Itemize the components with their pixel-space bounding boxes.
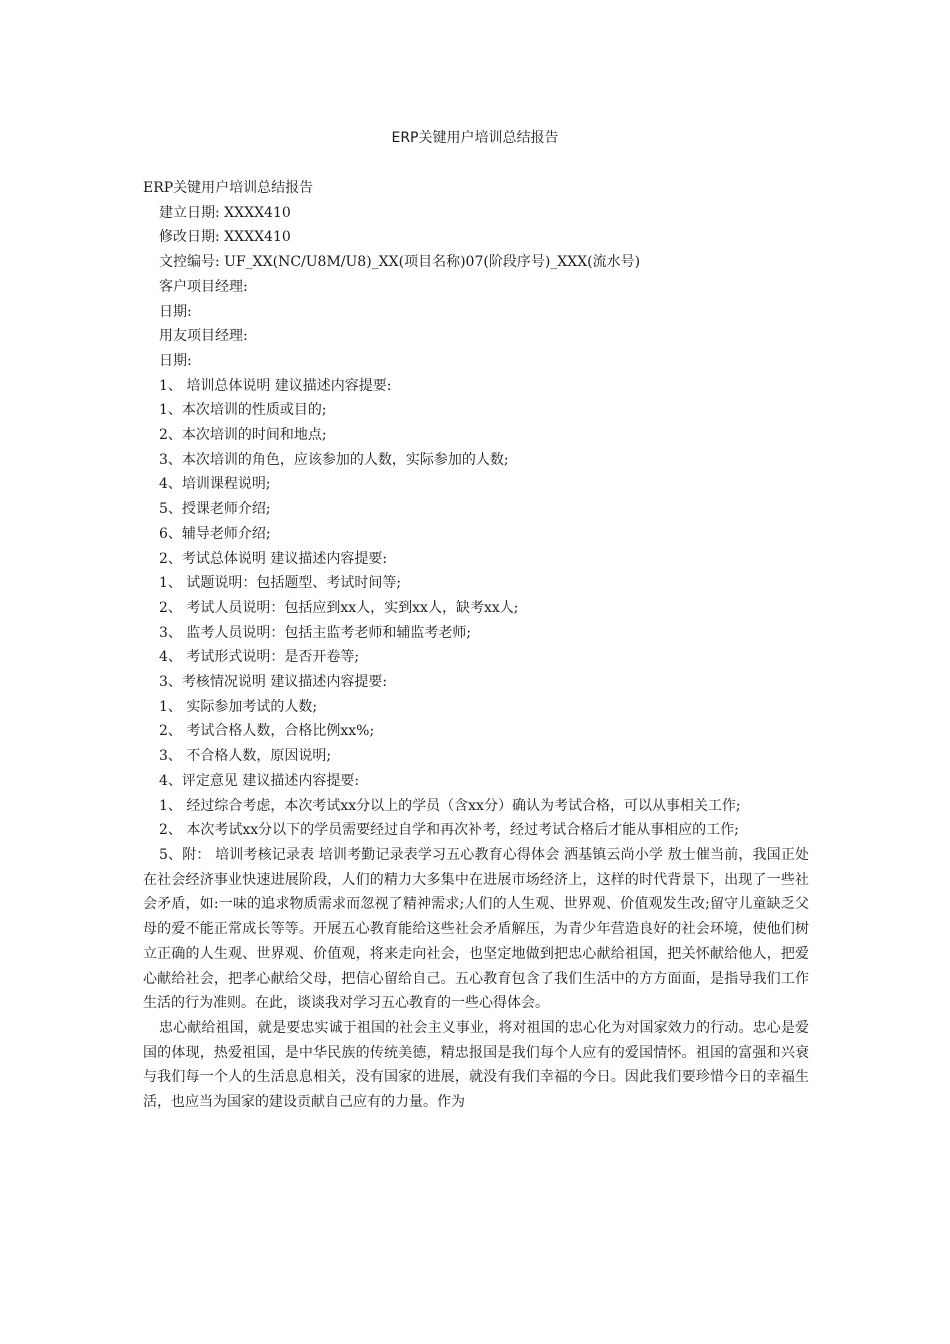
list-item: 4、 考试形式说明：是否开卷等; <box>159 649 360 666</box>
loyalty-paragraph: 忠心献给祖国，就是要忠实诚于祖国的社会主义事业，将对祖国的忠心化为对国家效力的行动。忠心是爱国的体现，热爱祖国，是中华民族的传统美德，精忠报国是我们每个人应有的爱国情怀。祖国的富强和兴衰与我们每一个人的生活息息相关，没有国家的进展，就没有我们幸福的今日。因此我们要珍惜今日的幸福生活，也应当为国家的建设贡献自己应有的力量。作为 <box>143 1019 809 1111</box>
document-control-number: 文控编号: UF_XX(NC/U8M/U8)_XX(项目名称)07(阶段序号)_XXX(流水号) <box>159 254 641 271</box>
yonyou-project-manager: 用友项目经理: <box>159 328 248 345</box>
client-project-manager: 客户项目经理: <box>159 278 248 295</box>
list-item: 2、 考试合格人数，合格比例xx%; <box>159 723 375 740</box>
created-date: 建立日期: XXXX410 <box>159 204 291 221</box>
section-assessment: 3、考核情况说明 建议描述内容提要: <box>159 674 388 691</box>
list-item: 3、 不合格人数，原因说明; <box>159 748 332 765</box>
evaluation-item-pass: 1、 经过综合考虑，本次考试xx分以上的学员（含xx分）确认为考试合格，可以从事相关工作; <box>159 797 741 814</box>
section-exam-overview: 2、考试总体说明 建议描述内容提要: <box>159 550 388 567</box>
list-item: 1、 实际参加考试的人数; <box>159 698 318 715</box>
list-item: 1、 试题说明：包括题型、考试时间等; <box>159 575 402 592</box>
client-date: 日期: <box>159 303 192 320</box>
document-body <box>143 176 809 1115</box>
section-training-overview: 1、 培训总体说明 建议描述内容提要: <box>159 377 392 394</box>
list-item: 4、培训课程说明; <box>159 476 271 493</box>
list-item: 2、 考试人员说明：包括应到xx人，实到xx人，缺考xx人; <box>159 599 519 616</box>
appendix-paragraph: 5、附： 培训考核记录表 培训考勤记录表学习五心教育心得体会 洒基镇云尚小学 敖士催当前，我国正处在社会经济事业快速进展阶段，人们的精力大多集中在进展市场经济上，这样的时代背景下，出现了一些社会矛盾，如:一味的追求物质需求而忽视了精神需求;人们的人生观、世界观、价值观发生改;留守儿童缺乏父母的爱不能正常成长等等。开展五心教育能给这些社会矛盾解压，为青少年营造良好的社会环境，使他们树立正确的人生观、世界观、价值观，将来走向社会，也坚定地做到把忠心献给祖国，把关怀献给他人，把爱心献给社会，把孝心献给父母，把信心留给自己。五心教育包含了我们生活中的方方面面，是指导我们工作生活的行为准则。在此，谈谈我对学习五心教育的一些心得体会。 <box>143 846 809 1012</box>
evaluation-item-fail: 2、 本次考试xx分以下的学员需要经过自学和再次补考，经过考试合格后才能从事相应的工作; <box>159 822 739 839</box>
document-title: ERP关键用户培训总结报告 <box>391 130 559 146</box>
list-item: 5、授课老师介绍; <box>159 501 271 518</box>
list-item: 3、 监考人员说明：包括主监考老师和辅监考老师; <box>159 624 472 641</box>
list-item: 6、辅导老师介绍; <box>159 525 271 542</box>
list-item: 3、本次培训的角色，应该参加的人数，实际参加的人数; <box>159 451 509 468</box>
section-evaluation: 4、评定意见 建议描述内容提要: <box>159 772 360 789</box>
yonyou-date: 日期: <box>159 352 192 369</box>
list-item: 1、本次培训的性质或目的; <box>159 402 327 419</box>
list-item: 2、本次培训的时间和地点; <box>159 427 327 444</box>
body-heading: ERP关键用户培训总结报告 <box>143 180 314 196</box>
modified-date: 修改日期: XXXX410 <box>159 229 291 246</box>
